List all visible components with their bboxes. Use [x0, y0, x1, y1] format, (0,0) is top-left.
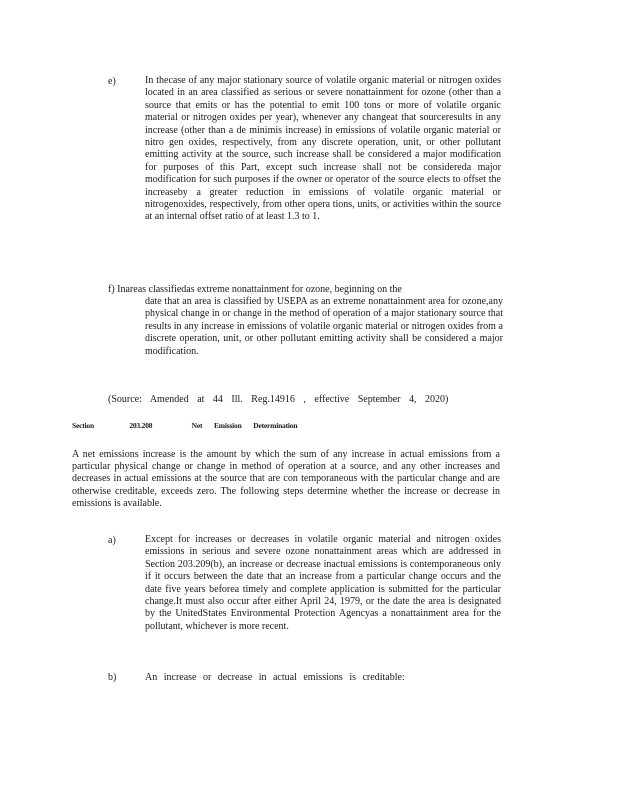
section-heading [72, 421, 297, 430]
item-b-letter: b) [108, 672, 117, 683]
section-number: 203.208 [129, 421, 153, 430]
item-e-text: In thecase of any major stationary source of volatile organic material or nitrogen oxides located in an area classified as serious or severe nonattainment for ozone (other than a source that emits or has the potential to emit 100 tons or more of volatile organic material or nitrogen oxides per year), whenever any changeat that sourceresults in any increase (other than a de minimis increase) in emissions of volatile organic material or nitro gen oxides, respectively, from any discrete operation, unit, or other pollutant emitting activity at the source, such increase shall be considered a major modification for purposes of this Part, except such increase shall not be considereda major modification for such purposes if the owner or operator of the source elects to offset the increaseby a greater reduction in emissions of volatile organic material or nitrogenoxides, respectively, from other opera tions, units, or activities within the source at an internal offset ratio of at least 1.3 to 1. [145, 75, 501, 223]
intro-paragraph: A net emissions increase is the amount by which the sum of any increase in actual emissions from a particular physical change or change in method of operation at a source, and any other increases and decreases in actual emissions at the source that are con temporaneous with the particular change and are otherwise creditable, exceeds zero. The following steps determine whether the increase or decrease in emissions is available. [72, 449, 500, 509]
source-note: (Source: Amended at 44 Ill. Reg.14916 , effective September 4, 2020) [108, 394, 449, 405]
section-title: Net Emission Determination [191, 421, 298, 430]
item-e-letter: e) [108, 76, 116, 87]
section-label: Section [72, 421, 94, 430]
item-a-letter: a) [108, 535, 116, 546]
item-a-text: Except for increases or decreases in volatile organic material and nitrogen oxides emissions in serious and severe ozone nonattainment areas which are addressed in Section 203.209(b), an increase or decrease inactual emissions is contemporaneous only if it occurs between the date that an increase from a particular change occurs and the date five years beforea timely and complete application is submitted for the particular change.It must also occur after either April 24, 1979, or the date the area is designated by the UnitedStates Environmental Protection Agencyas a nonattainment area for the pollutant, whichever is more recent. [145, 534, 501, 632]
item-f-text: date that an area is classified by USEPA as an extreme nonattainment area for ozone,any physical change in or change in the method of operation of a major stationary source that results in any increase in emissions of volatile organic material or nitrogen oxides from a discrete operation, unit, or other pollutant emitting activity shall be considered a major modification. [145, 296, 503, 357]
item-b-text: An increase or decrease in actual emissions is creditable: [145, 672, 405, 683]
item-f-first-line: f) Inareas classifiedas extreme nonattainment for ozone, beginning on the [108, 284, 402, 295]
